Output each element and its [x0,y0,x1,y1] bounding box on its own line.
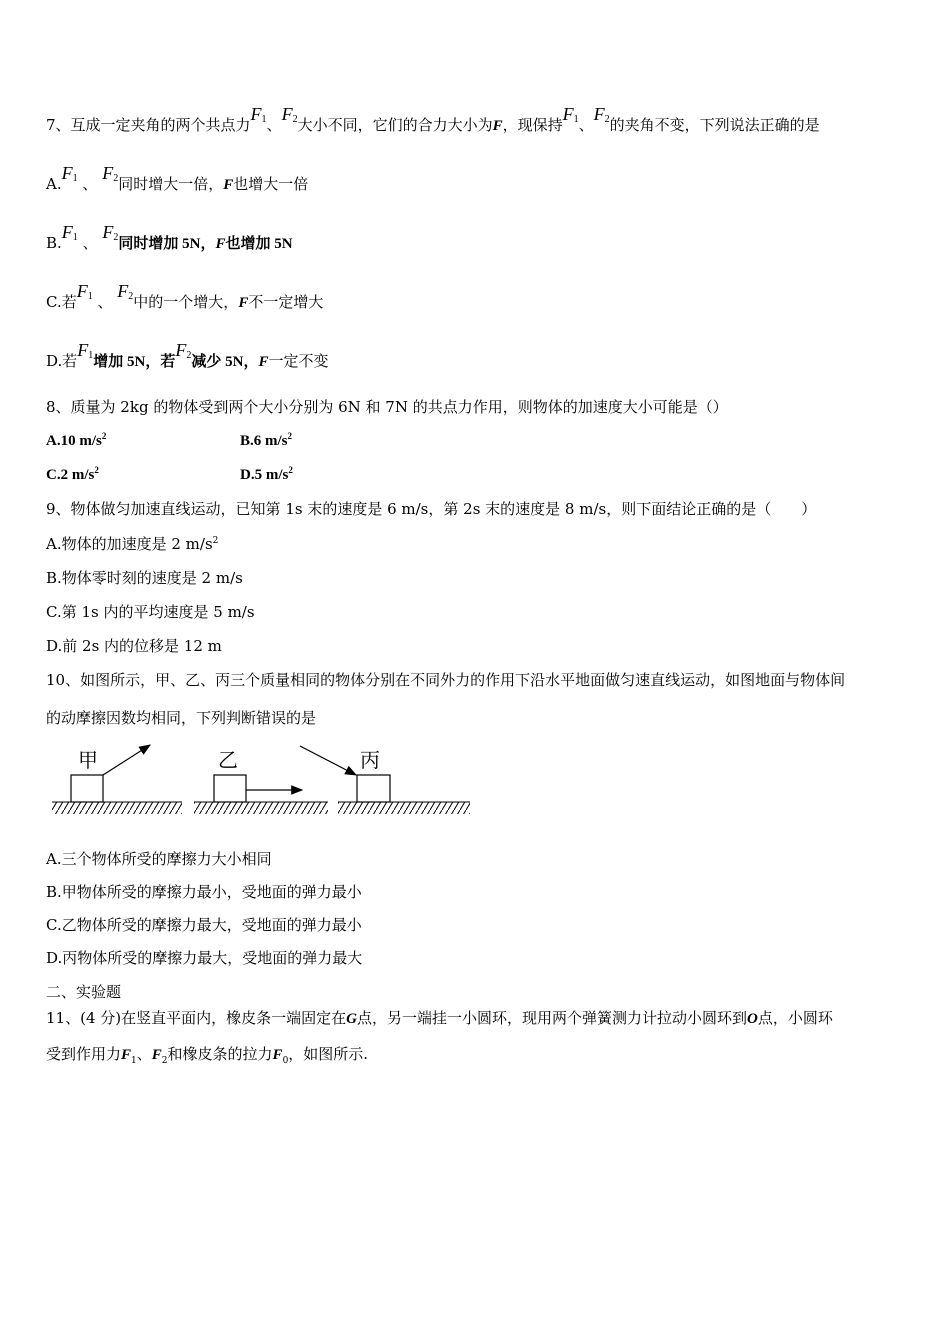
f2-symbol: $F_2$ [175,340,192,361]
f2-symbol: $F_2$ [281,104,298,125]
q10-option-c: C.乙物体所受的摩擦力最大，受地面的弹力最小 [46,916,362,934]
q7-stem: 7、互成一定夹角的两个共点力$F_1$、$F_2$大小不同，它们的合力大小为F，现保持$F_1$、$F_2$的夹角不变，下列说法正确的是 [46,104,820,134]
label-yi: 乙 [218,748,238,772]
f2-symbol: $F_2$ [593,104,610,125]
q8-option-c: C.2 $m/s^2$ [46,465,99,483]
ground-jia [52,802,182,814]
f1-symbol: $F_1$ [562,104,579,125]
force-arrow-jia [103,745,150,775]
f2-symbol: $F_2$ [102,222,119,243]
q10-option-b: B.甲物体所受的摩擦力最小，受地面的弹力最小 [46,883,362,901]
q11-line1: 11、(4 分)在竖直平面内，橡皮条一端固定在G点，另一端挂一小圆环，现用两个弹簧测力计拉动小圆环到O点，小圆环 [46,1009,833,1027]
f1-symbol: $F_1$ [76,281,93,302]
q9-stem: 9、物体做匀加速直线运动，已知第 1s 末的速度是 6 m/s，第 2s 末的速度是 8 m/s，则下面结论正确的是（ ） [46,500,817,518]
q8-option-a: A.10 $m/s^2$ [46,431,107,449]
f2-symbol: $F_2$ [117,281,134,302]
q7-option-d: D.若$F_1$增加 5N，若$F_2$减少 5N，F一定不变 [46,340,329,370]
q10-stem-line2: 的动摩擦因数均相同，下列判断错误的是 [46,709,317,727]
f2-symbol: $F_2$ [102,163,119,184]
q10-option-a: A.三个物体所受的摩擦力大小相同 [46,850,272,868]
f1-symbol: $F_1$ [61,163,78,184]
q9-option-b: B.物体零时刻的速度是 2 m/s [46,569,243,587]
q9-option-a: A.物体的加速度是 2 $m/s^2$ [46,535,219,553]
f1-symbol: $F_1$ [61,222,78,243]
q8-option-d: D.5 $m/s^2$ [240,465,293,483]
label-bing: 丙 [360,748,380,772]
q7-option-a: $A.F_1$ 、 $F_2$同时增大一倍，F也增大一倍 [46,163,309,193]
label-jia: 甲 [78,748,98,772]
q10-stem-line1: 10、如图所示，甲、乙、丙三个质量相同的物体分别在不同外力的作用下沿水平地面做匀速直线运动，如图地面与物体间 [46,671,846,689]
block-jia [71,775,103,802]
q11-line2: 受到作用力$F_1$、$F_2$和橡皮条的拉力$F_0$，如图所示. [46,1045,369,1066]
q10-option-d: D.丙物体所受的摩擦力最大，受地面的弹力最大 [46,949,363,967]
q9-option-d: D.前 2s 内的位移是 12 m [46,637,222,655]
q9-option-c: C.第 1s 内的平均速度是 5 m/s [46,603,255,621]
f1-symbol: $F_1$ [250,104,267,125]
q8-stem: 8、质量为 2kg 的物体受到两个大小分别为 6N 和 7N 的共点力作用，则物体的加速度大小可能是（） [46,398,728,416]
block-bing [357,775,390,802]
force-diagram-figure [46,740,476,820]
ground-bing [338,802,470,814]
q8-option-b: B.6 $m/s^2$ [240,431,293,449]
block-yi [214,775,246,802]
section-heading: 二、实验题 [46,983,122,1001]
q7-option-c: C.若$F_1$ 、 $F_2$中的一个增大，F不一定增大 [46,281,324,311]
f1-symbol: $F_1$ [77,340,94,361]
force-arrow-bing [300,746,356,775]
q7-option-b: $B.F_1$ 、 $F_2$同时增加 5N，F也增加 5N [46,222,293,252]
ground-yi [194,802,328,814]
